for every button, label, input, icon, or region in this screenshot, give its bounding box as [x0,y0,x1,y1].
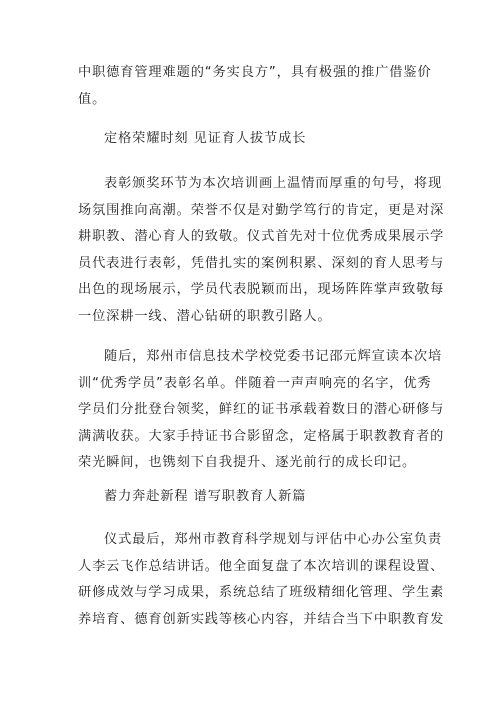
paragraph-outstanding-students [78,344,445,477]
paragraph-award-ceremony [78,171,445,330]
text-line: 随后，郑州市信息技术学校党委书记邵元辉宣读本次培 [104,349,443,364]
text-line: 人李云飞作总结讲话。他全面复盘了本次培训的课程设置、 [78,558,445,574]
intro-paragraph [78,60,432,113]
text-line: 中职德育管理难题的“务实良方”，具有极强的推广借鉴价 [78,65,432,80]
text-line: 研修成效与学习成果，系统总结了班级精细化管理、学生素 [78,585,445,600]
text-line: 值。 [78,91,107,107]
text-line: 员代表进行表彰，凭借扎实的案例积累、深刻的育人思考与 [78,255,445,271]
text-line: 一位深耕一线、潜心钻研的职教引路人。 [78,308,332,324]
text-line: 表彰颁奖环节为本次培训画上温情而厚重的句号，将现 [104,176,443,191]
section-heading-new-journey: 蓄力奔赴新程 谱写职教育人新篇 [104,489,307,504]
text-line: 训“优秀学员”表彰名单。伴随着一声声响亮的名字，优秀 [78,375,432,391]
text-line: 仪式最后，郑州市教育科学规划与评估中心办公室负责 [104,532,443,547]
text-line: 学员们分批登台领奖，鲜红的证书承载着数日的潜心研修与 [78,402,445,417]
text-line: 满满收获。大家手持证书合影留念，定格属于职教教育者的 [78,428,445,444]
section-heading-honor: 定格荣耀时刻 见证育人拔节成长 [104,131,307,146]
text-line: 出色的现场展示，学员代表脱颖而出，现场阵阵掌声致敬每 [78,282,445,297]
text-line: 耕职教、潜心育人的致敬。仪式首先对十位优秀成果展示学 [78,229,445,244]
text-line: 养培育、德育创新实践等核心内容，并结合当下中职教育发 [78,611,445,627]
text-line: 场氛围推向高潮。荣誉不仅是对勤学笃行的肯定，更是对深 [78,202,445,218]
text-line: 荣光瞬间，也镌刻下自我提升、逐光前行的成长印记。 [78,455,417,470]
paragraph-summary-speech [78,527,445,633]
